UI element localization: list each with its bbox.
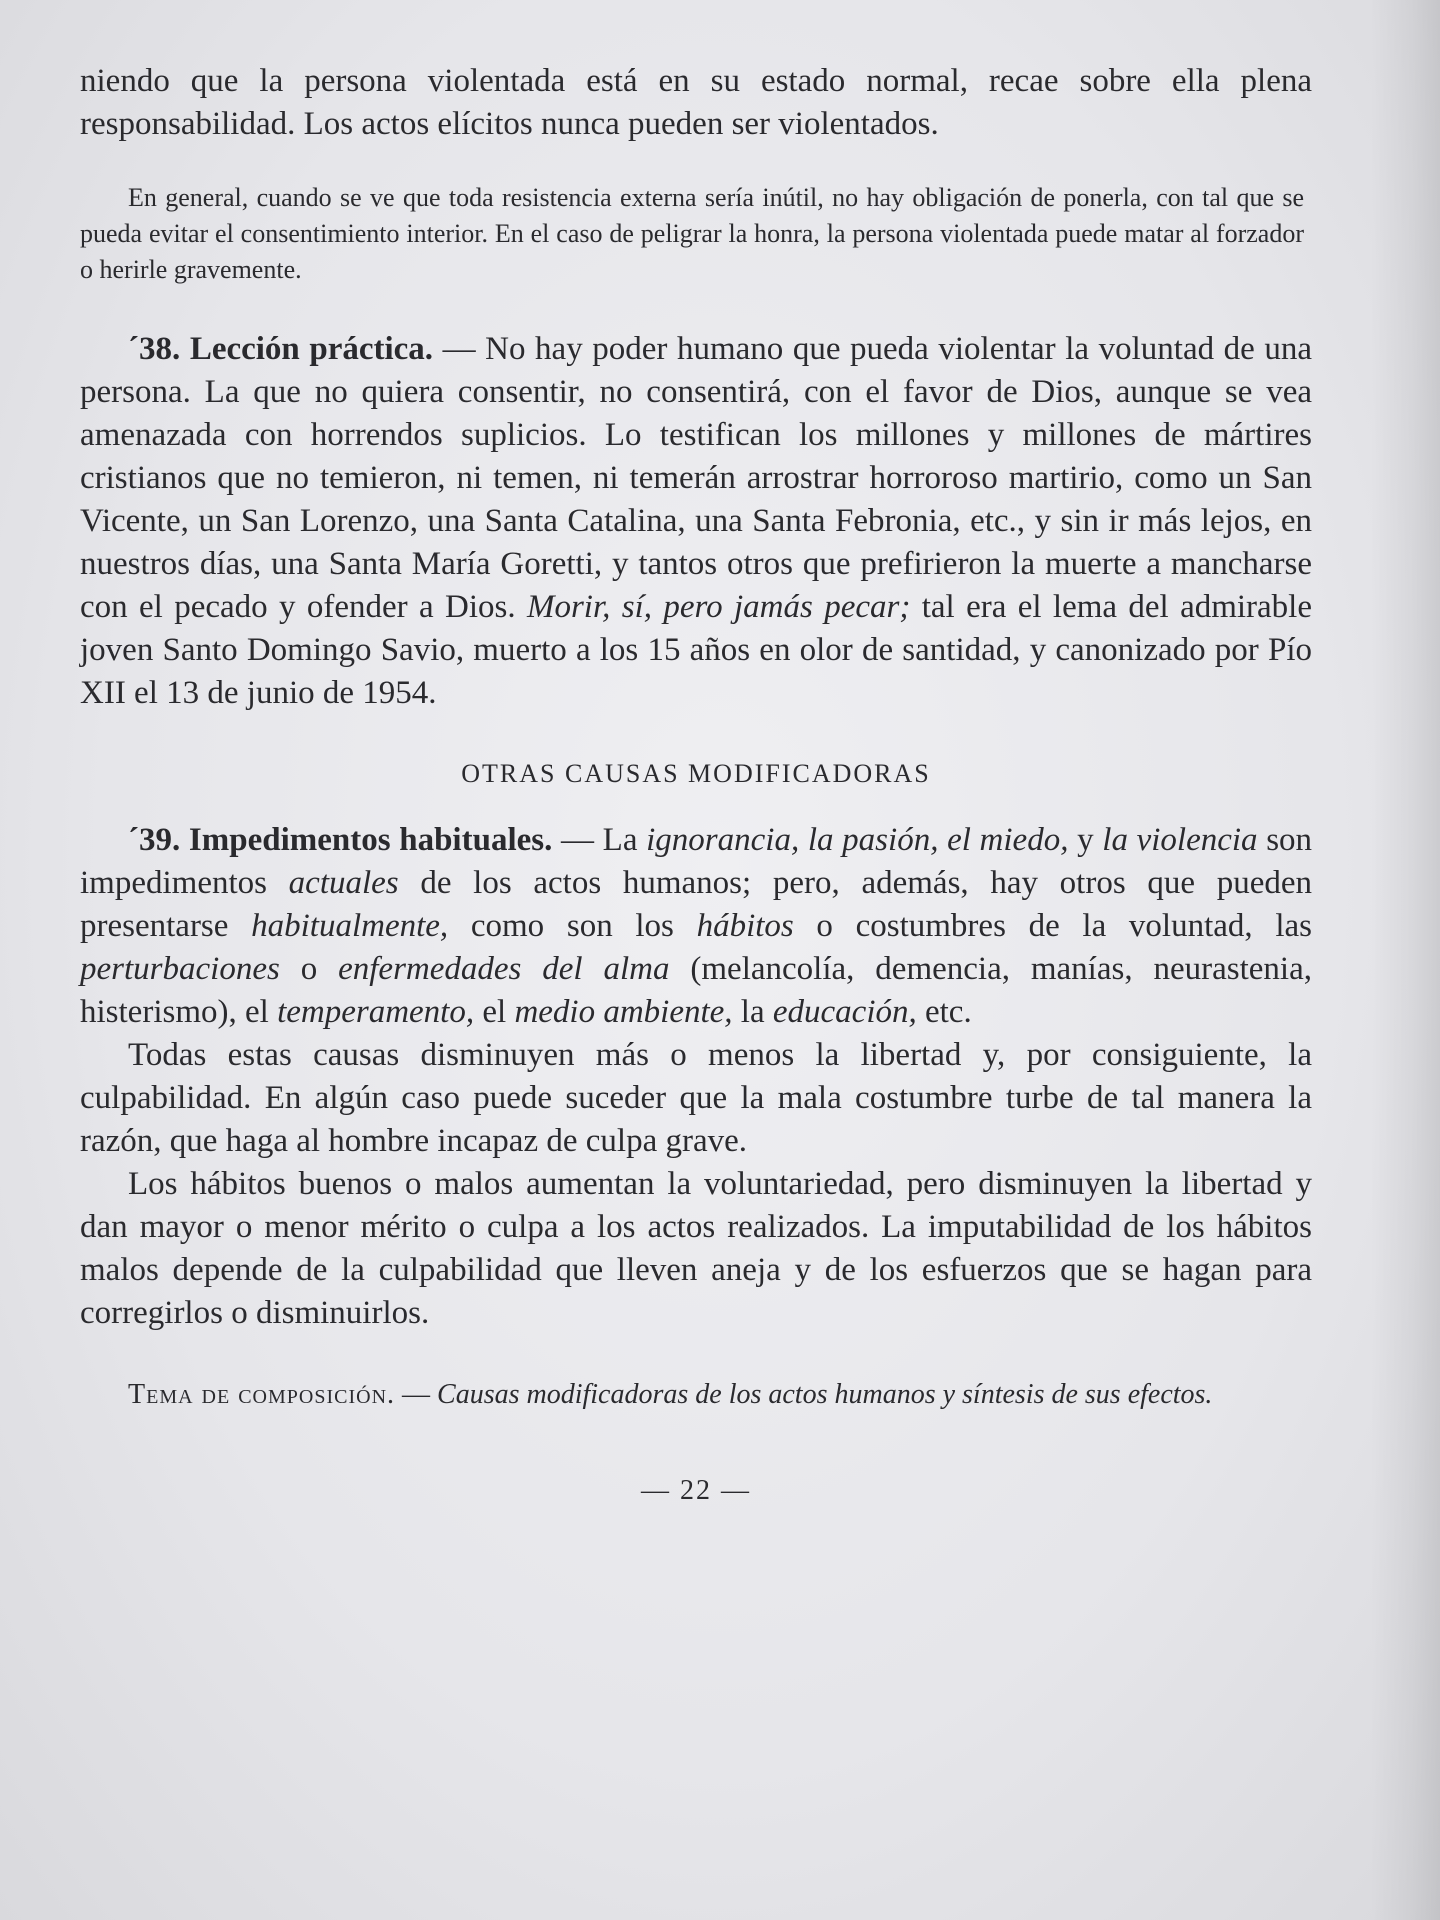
section-38-dash: — — [433, 331, 486, 367]
italic-term: hábitos — [696, 908, 794, 944]
text-run: o costumbres de la voluntad, las — [793, 908, 1312, 944]
text-run: La — [602, 822, 647, 858]
text-run: y — [1068, 822, 1103, 858]
italic-term: actuales — [288, 865, 399, 901]
text-run: (melancolía, demencia, manías, neurastenia, histerismo), el — [80, 951, 1312, 1030]
italic-term: ignorancia, la pasión, el miedo, — [646, 822, 1069, 858]
italic-term: habitualmente, — [251, 908, 449, 944]
section-39 — [80, 819, 1312, 1335]
italic-term: perturbaciones — [80, 951, 280, 987]
note-paragraph: En general, cuando se ve que toda resistencia externa sería inútil, no hay obligación de ponerla, con tal que se pueda evitar el consentimiento interior. En el caso de peligrar la honra, la persona violentada puede matar al forzador o herirle gravemente. — [80, 183, 1304, 284]
text-run: como son los — [448, 908, 697, 944]
composition-theme — [80, 1375, 1312, 1415]
text-run: son impedimentos — [80, 822, 1313, 901]
section-38 — [80, 328, 1312, 715]
italic-term: educación, — [772, 994, 917, 1030]
italic-term: medio ambiente, — [514, 994, 733, 1030]
section-heading: OTRAS CAUSAS MODIFICADORAS — [461, 759, 931, 788]
section-38-number: ´38. — [128, 331, 181, 367]
section-38-text-1: No hay poder humano que pueda violentar la voluntad de una persona. La que no quiera consentir, no consentirá, con el favor de Dios, aunque se vea amenazada con horrendos suplicios. Lo testifican los millones y millones de mártires cristianos que no temieron, ni temen, ni temerán arrostrar horroroso martirio, como un San Vicente, un San Lorenzo, una Santa Catalina, una Santa Febronia, etc., y sin ir más lejos, en nuestros días, una Santa María Goretti, y tantos otros que prefirieron la muerte a mancharse con el pecado y ofender a Dios. — [80, 331, 1312, 625]
italic-term: temperamento, — [277, 994, 475, 1030]
text-run: o — [279, 951, 339, 987]
section-38-paragraph — [80, 328, 1312, 715]
section-38-title: Lección práctica. — [189, 331, 434, 367]
text-run: la — [732, 994, 773, 1030]
section-39-number: ´39. — [128, 822, 181, 858]
page-spine-shadow — [1370, 0, 1440, 1920]
section-39-dash: — — [552, 822, 603, 858]
intro-paragraph: niendo que la persona violentada está en su estado normal, recae sobre ella plena responsabilidad. Los actos elícitos nunca pueden ser violentados. — [80, 63, 1312, 142]
section-39-title: Impedimentos habituales. — [188, 822, 553, 858]
composition-theme-text: Causas modificadoras de los actos humanos y síntesis de sus efectos. — [437, 1379, 1213, 1410]
composition-theme-dash: — — [395, 1379, 438, 1410]
text-run: etc. — [916, 994, 972, 1030]
italic-term: enfermedades del alma — [338, 951, 670, 987]
page-number: — 22 — — [641, 1475, 751, 1506]
section-38-text-2: tal era el lema del admirable joven Santo Domingo Savio, muerto a los 15 años en olor de santidad, y canonizado por Pío XII el 13 de junio de 1954. — [80, 589, 1313, 711]
text-run: de los actos humanos; pero, además, hay otros que pueden presentarse — [80, 865, 1312, 944]
section-39-paragraph-2: Todas estas causas disminuyen más o menos la libertad y, por consiguiente, la culpabilidad. En algún caso puede suceder que la mala costumbre turbe de tal manera la razón, que haga al hombre incapaz de culpa grave. — [80, 1037, 1312, 1159]
section-38-motto: Morir, sí, pero jamás pecar; — [526, 589, 911, 625]
italic-term: la violencia — [1102, 822, 1258, 858]
section-39-paragraph-3: Los hábitos buenos o malos aumentan la voluntariedad, pero disminuyen la libertad y dan mayor o menor mérito o culpa a los actos realizados. La imputabilidad de los hábitos malos depende de la culpabilidad que lleven aneja y de los esfuerzos que se hagan para corregirlos o disminuirlos. — [80, 1166, 1312, 1331]
page-content — [80, 60, 1312, 1507]
section-39-paragraph-1 — [80, 819, 1312, 1034]
composition-theme-label: Tema de composición. — [128, 1379, 396, 1410]
text-run: el — [474, 994, 515, 1030]
